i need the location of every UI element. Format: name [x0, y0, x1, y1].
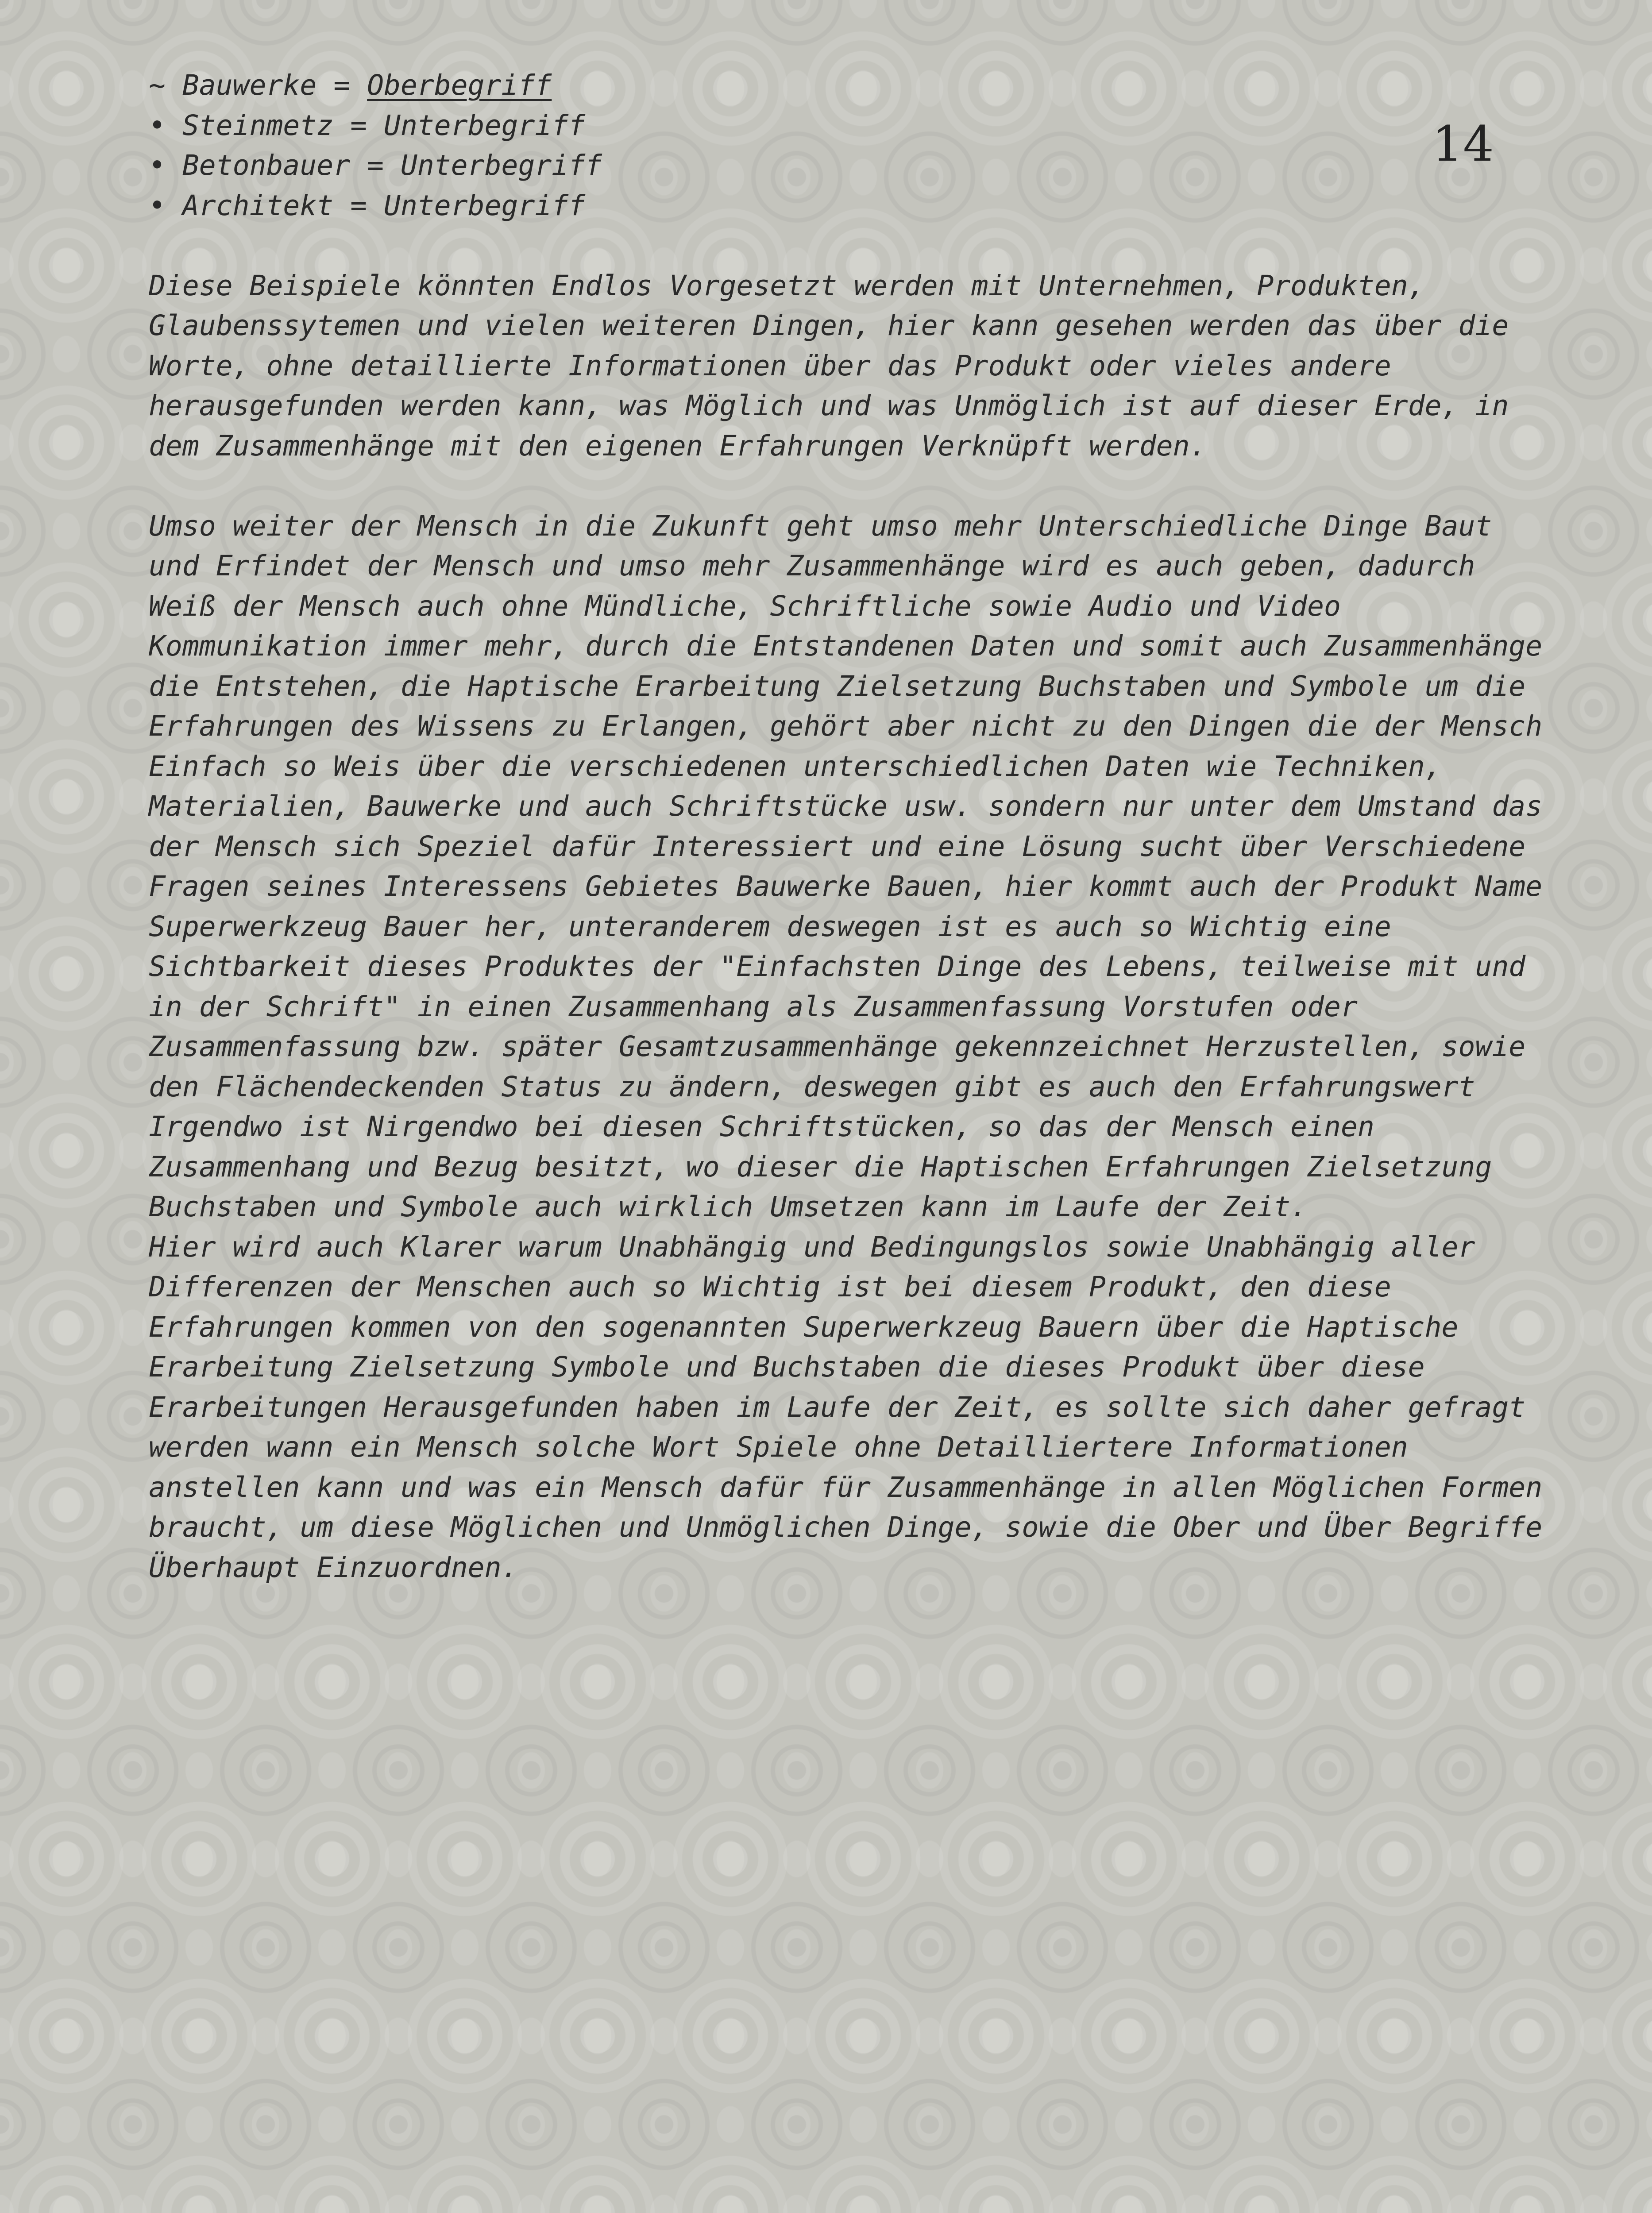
- list-item-prefix: ~ Bauwerke =: [149, 69, 367, 101]
- paragraph: Hier wird auch Klarer warum Unabhängig und Bedingungslos sowie Unabhängig aller Differenzen der Menschen auch so Wichtig ist bei diesem Produkt, den diese Erfahrungen kommen von den sogenannten Superwerkzeug Bauern über die Haptische Erarbeitung Zielsetzung Symbole und Buchstaben die dieses Produkt über diese Erarbeitungen Herausgefunden haben im Laufe der Zeit, es sollte sich daher gefragt werden wann ein Mensch solche Wort Spiele ohne Detailliertere Informationen anstellen kann und was ein Mensch dafür für Zusammenhänge in allen Möglichen Formen braucht, um diese Möglichen und Unmöglichen Dinge, sowie die Ober und Über Begriffe Überhaupt Einzuordnen.: [149, 1230, 1543, 1584]
- list-item: • Architekt = Unterbegriff: [149, 189, 586, 222]
- paragraph: Diese Beispiele könnten Endlos Vorgesetzt werden mit Unternehmen, Produkten, Glaubenssytemen und vielen weiteren Dingen, hier kann gesehen werden das über die Worte, ohne detaillierte Informationen über das Produkt oder vieles andere herausgefunden werden kann, was Möglich und was Unmöglich ist auf dieser Erde, in dem Zusammenhänge mit den eigenen Erfahrungen Verknüpft werden.: [149, 269, 1509, 462]
- page-number: 14: [1432, 116, 1494, 172]
- list-item: • Steinmetz = Unterbegriff: [149, 109, 586, 142]
- blank-line: [149, 226, 1543, 266]
- list-item: • Betonbauer = Unterbegriff: [149, 149, 602, 181]
- list-item-underlined-term: Oberbegriff: [367, 69, 552, 101]
- document-body: [149, 66, 1543, 1588]
- blank-line: [149, 466, 1543, 506]
- list-item-header: [149, 66, 1543, 106]
- paragraph: Umso weiter der Mensch in die Zukunft geht umso mehr Unterschiedliche Dinge Baut und Erfindet der Mensch und umso mehr Zusammenhänge wird es auch geben, dadurch Weiß der Mensch auch ohne Mündliche, Schriftliche sowie Audio und Video Kommunikation immer mehr, durch die Entstandenen Daten und somit auch Zusammenhänge die Entstehen, die Haptische Erarbeitung Zielsetzung Buchstaben und Symbole um die Erfahrungen des Wissens zu Erlangen, gehört aber nicht zu den Dingen die der Mensch Einfach so Weis über die verschiedenen unterschiedlichen Daten wie Techniken, Materialien, Bauwerke und auch Schriftstücke usw. sondern nur unter dem Umstand das der Mensch sich Speziel dafür Interessiert und eine Lösung sucht über Verschiedene Fragen seines Interessens Gebietes Bauwerke Bauen, hier kommt auch der Produkt Name Superwerkzeug Bauer her, unteranderem deswegen ist es auch so Wichtig eine Sichtbarkeit dieses Produktes der "Einfachsten Dinge des Lebens, teilweise mit und in der Schrift" in einen Zusammenhang als Zusammenfassung Vorstufen oder Zusammenfassung bzw. später Gesamtzusammenhänge gekennzeichnet Herzustellen, sowie den Flächendeckenden Status zu ändern, deswegen gibt es auch den Erfahrungswert Irgendwo ist Nirgendwo bei diesen Schriftstücken, so das der Mensch einen Zusammenhang und Bezug besitzt, wo dieser die Haptischen Erfahrungen Zielsetzung Buchstaben und Symbole auch wirklich Umsetzen kann im Laufe der Zeit.: [149, 509, 1543, 1223]
